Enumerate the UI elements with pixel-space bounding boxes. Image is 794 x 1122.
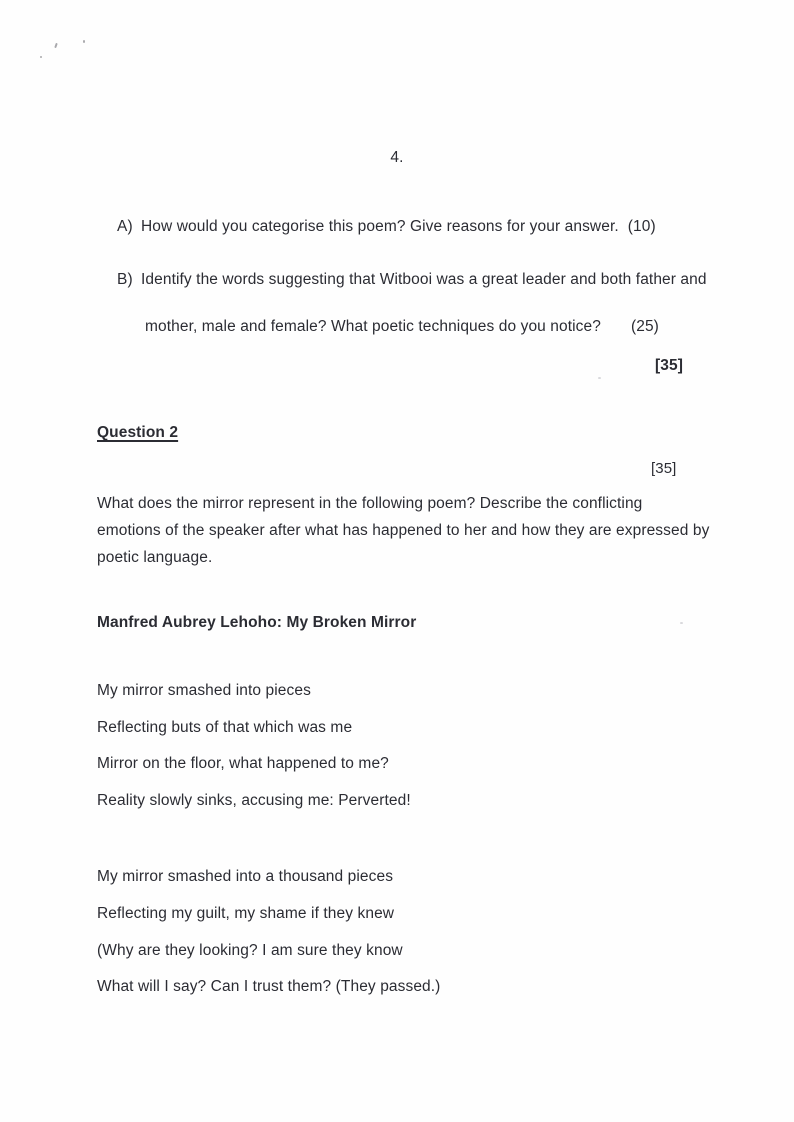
prompt-line: poetic language.: [97, 549, 213, 566]
question2-prompt: [97, 490, 717, 571]
item-b-marks: (25): [630, 318, 659, 335]
question1-item-b-line1: [117, 271, 707, 289]
scan-artifact: [54, 43, 58, 48]
question2-marks: [35]: [651, 460, 677, 477]
poem-line: Reality slowly sinks, accusing me: Perverted!: [97, 792, 411, 809]
scan-artifact: [680, 622, 683, 624]
page-number: 4.: [390, 149, 404, 166]
poem-line: What will I say? Can I trust them? (They passed.): [97, 978, 441, 995]
poem-line: My mirror smashed into pieces: [97, 682, 311, 699]
item-b-text-line2: mother, male and female? What poetic techniques do you notice?: [145, 318, 601, 335]
item-b-text-line1: Identify the words suggesting that Witbooi was a great leader and both father and: [141, 271, 707, 288]
scan-artifact: [40, 56, 42, 58]
poem-line: Reflecting my guilt, my shame if they knew: [97, 905, 395, 922]
scan-artifact: [83, 40, 85, 43]
item-b-marker: B): [117, 271, 133, 288]
item-a-marks: (10): [627, 218, 656, 235]
question1-item-b-line2: [145, 318, 659, 336]
question1-item-a: [117, 218, 656, 236]
prompt-line: What does the mirror represent in the following poem? Describe the conflicting: [97, 495, 643, 512]
poem-line: (Why are they looking? I am sure they know: [97, 942, 403, 959]
poem-title: Manfred Aubrey Lehoho: My Broken Mirror: [97, 614, 417, 631]
poem-line: My mirror smashed into a thousand pieces: [97, 868, 394, 885]
poem-line: Mirror on the floor, what happened to me?: [97, 755, 389, 772]
item-a-marker: A): [117, 218, 133, 235]
poem-line: Reflecting buts of that which was me: [97, 719, 353, 736]
item-a-text: How would you categorise this poem? Give reasons for your answer.: [141, 218, 619, 235]
question2-heading: Question 2: [97, 424, 179, 441]
scan-artifact: [598, 377, 601, 379]
question1-total-marks: [35]: [655, 357, 683, 374]
prompt-line: emotions of the speaker after what has happened to her and how they are expressed by: [97, 522, 710, 539]
